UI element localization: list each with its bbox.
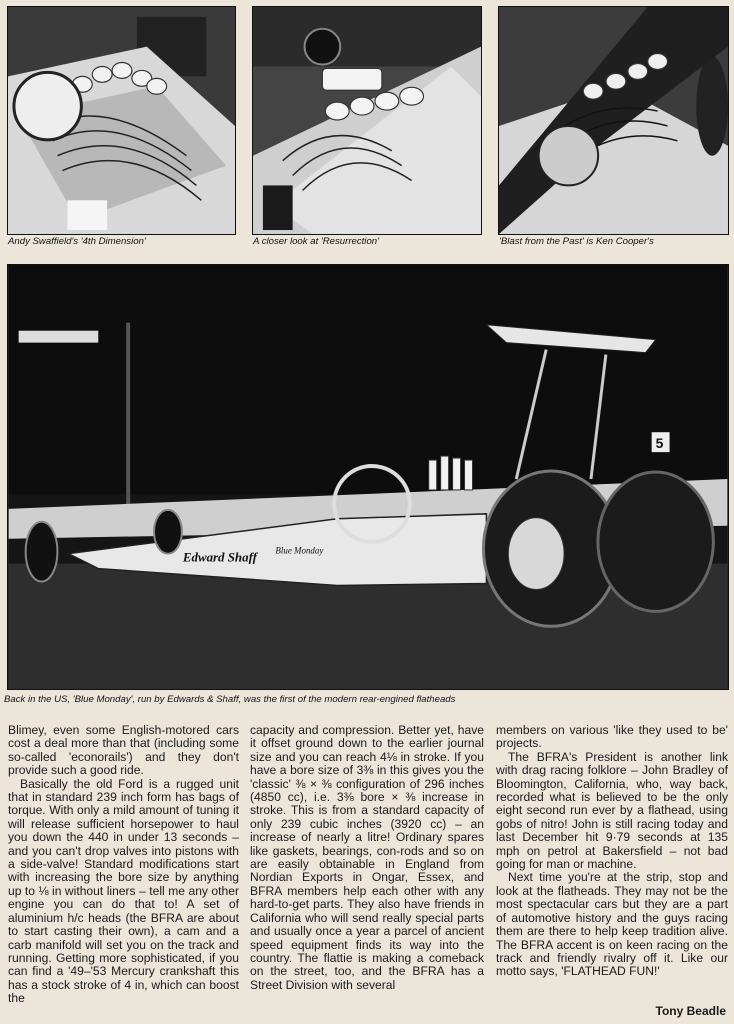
photo-4th-dimension <box>7 6 236 235</box>
caption-main-photo: Back in the US, 'Blue Monday', run by Edwards & Shaff, was the first of the modern rear-engined flatheads <box>4 694 456 705</box>
sign-number: 5 <box>655 435 664 452</box>
caption-photo-1: Andy Swaffield's '4th Dimension' <box>8 236 146 247</box>
engine-photo-3 <box>499 7 728 234</box>
car-lettering-2: Blue Monday <box>275 545 324 556</box>
byline: Tony Beadle <box>655 1004 726 1018</box>
caption-photo-2: A closer look at 'Resurrection' <box>253 236 379 247</box>
paragraph: The BFRA's President is another link with drag racing folklore – John Bradley of Bloomington, California, who, way back, recorded what is believed to be the only eight second run ever by a flathead, using gobs of nitro! John is still racing today and last December hit 9·79 seconds at 135 mph on petrol at Bakersfield – not bad going for man or machine. <box>496 749 728 872</box>
photo-blue-monday <box>7 264 729 690</box>
paragraph: members on various 'like they used to be' projects. <box>496 723 728 751</box>
article-column-3 <box>496 724 728 979</box>
article-column-2 <box>250 724 484 992</box>
caption-photo-3: 'Blast from the Past' is Ken Cooper's <box>499 236 654 247</box>
paragraph: Basically the old Ford is a rugged unit that in standard 239 inch form has bags of torque. With only a mild amount of tuning it will release sufficient horsepower to haul you down the 440 in under 13 seconds – and you can't drop valves into pistons with a side-valve! Standard modifications start with increasing the bore size by anything up to ⅛ in without liners – tell me any other engine you can do that to! A set of aluminium h/c heads (the BFRA are about to start casting their own), a cam and a carb manifold will set you on the track and running. Getting more sophisticated, if you can find a '49–'53 Mercury crankshaft this has a stock stroke of 4 in, which can boost the <box>8 776 239 1006</box>
photo-blast-from-the-past <box>498 6 729 235</box>
paragraph: Blimey, even some English-motored cars cost a deal more than that (including some so-called 'econorails') and they don't provide such a good ride. <box>8 723 239 778</box>
photo-resurrection <box>252 6 482 235</box>
dragster-photo <box>8 265 728 689</box>
car-lettering: Edward Shaff <box>182 549 257 565</box>
engine-photo-2 <box>253 7 481 234</box>
paragraph: Next time you're at the strip, stop and look at the flatheads. They may not be the most spectacular cars but they are a part of automotive history and the guys racing them are there to help keep tradition alive. The BFRA accent is on keen racing on the track and friendly rivalry off it. Like our motto says, 'FLATHEAD FUN!' <box>496 870 728 979</box>
article-column-1 <box>8 724 239 1006</box>
paragraph: capacity and compression. Better yet, have it offset ground down to the earlier journal size and you can reach 4⅛ in stroke. If you have a bore size of 3⅜ in this gives you the 'classic' ⅜ × ⅜ configuration of 296 inches (4850 cc), i.e. 3⅜ bore × ⅜ increase in stroke. This is from a standard capacity of only 239 cubic inches (3920 cc) – an increase of nearly a litre! Ordinary spares like gaskets, bearings, con-rods and so on are easily obtainable in England from Nordian Exports in Ongar, Essex, and BFRA members help each other with any hard-to-get parts. They also have friends in California who will send really special parts and usually once a year a parcel of ancient speed equipment finds its way into the country. The flattie is making a comeback on the street, too, and the BFRA has a Street Division with several <box>250 723 484 992</box>
engine-photo-1 <box>8 7 235 234</box>
